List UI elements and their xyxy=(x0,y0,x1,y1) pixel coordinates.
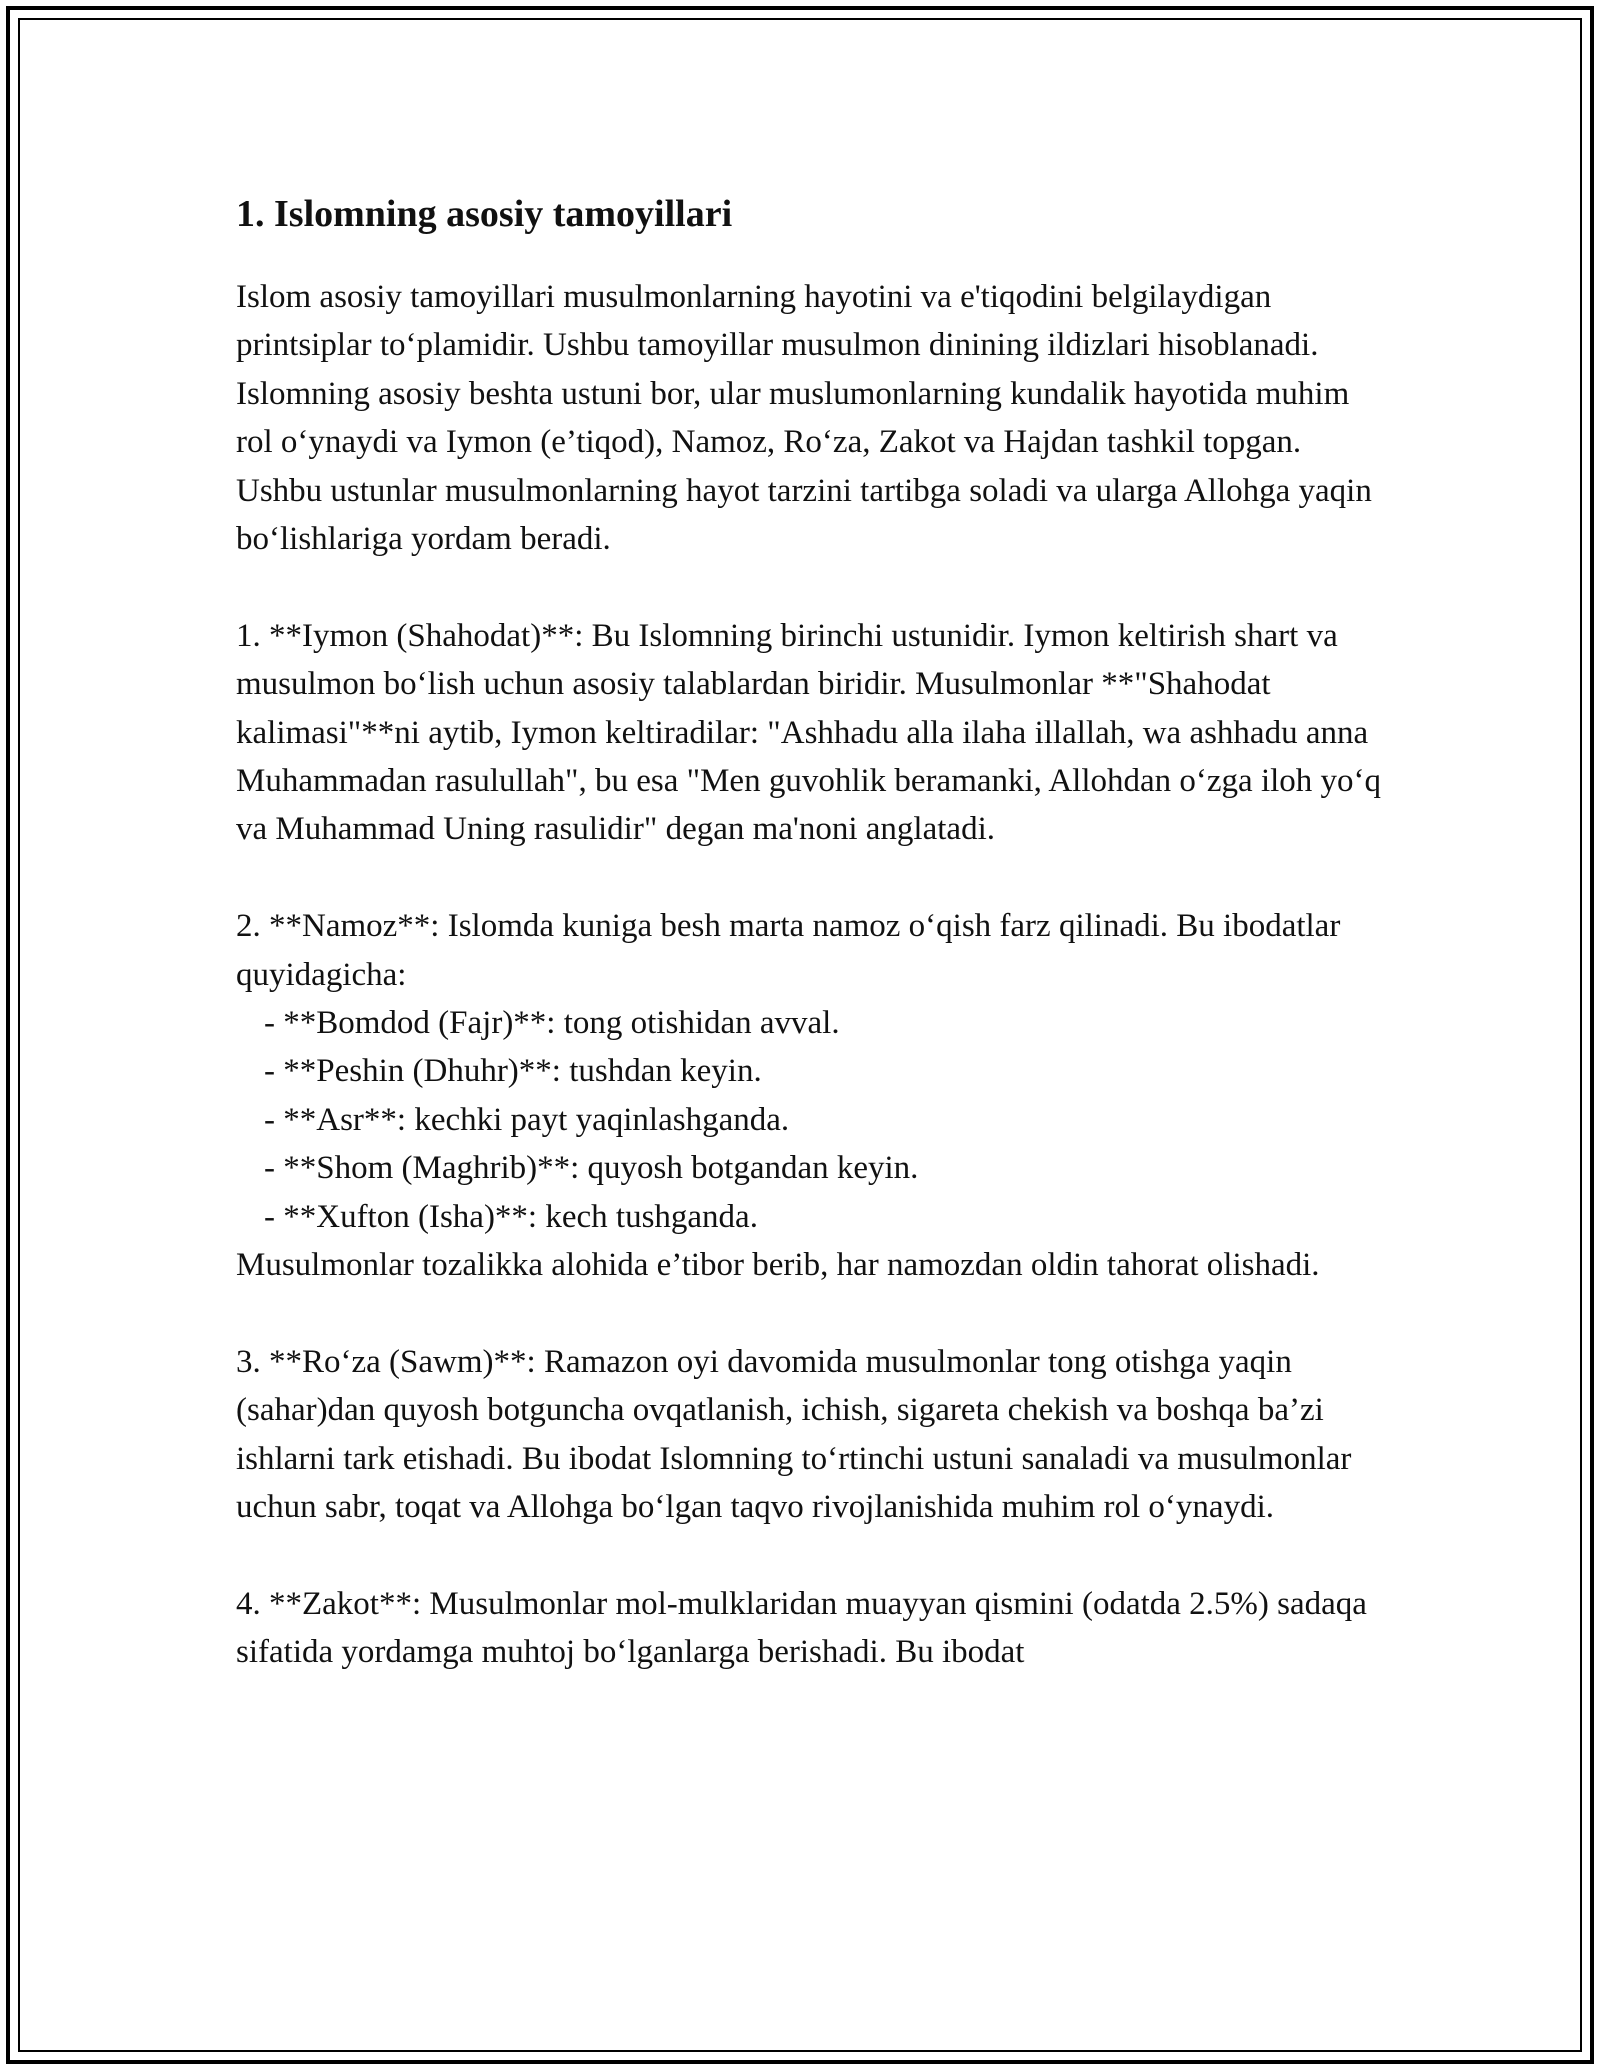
prayer-item-xufton: - **Xufton (Isha)**: kech tushganda. xyxy=(264,1198,758,1235)
document-body xyxy=(236,186,1386,1677)
paragraph-gap xyxy=(236,1532,1386,1580)
pillar-zakot-paragraph: 4. **Zakot**: Musulmonlar mol-mulklaridan muayyan qismini (odatda 2.5%) sadaqa sifatida yordamga muhtoj bo‘lganlarga berishadi. Bu ibodat xyxy=(236,1585,1367,1671)
paragraph-gap xyxy=(236,563,1386,611)
prayer-item-asr: - **Asr**: kechki payt yaqinlashganda. xyxy=(264,1101,790,1138)
pillar-roza-paragraph: 3. **Ro‘za (Sawm)**: Ramazon oyi davomida musulmonlar tong otishga yaqin (sahar)dan quyosh botguncha ovqatlanish, ichish, sigareta chekish va boshqa ba’zi ishlarni tark etishadi. Bu ibodat Islomning to‘rtinchi ustuni sanaladi va musulmonlar uchun sabr, toqat va Allohga bo‘lgan taqvo rivojlanishida muhim rol o‘ynaydi. xyxy=(236,1343,1352,1526)
prayer-item-bomdod: - **Bomdod (Fajr)**: tong otishidan avval. xyxy=(264,1005,840,1042)
intro-paragraph: Islom asosiy tamoyillari musulmonlarning hayotini va e'tiqodini belgilaydigan printsiplar to‘plamidir. Ushbu tamoyillar musulmon dinining ildizlari hisoblanadi. Islomning asosiy beshta ustuni bor, ular muslumonlarning kundalik hayotida muhim rol o‘ynaydi va Iymon (e’tiqod), Namoz, Ro‘za, Zakot va Hajdan tashkil topgan. Ushbu ustunlar musulmonlarning hayot tarzini tartibga soladi va ularga Allohga yaqin bo‘lishlariga yordam beradi. xyxy=(236,279,1372,558)
pillar-namoz-intro: 2. **Namoz**: Islomda kuniga besh marta namoz o‘qish farz qilinadi. Bu ibodatlar quyidagicha: xyxy=(236,908,1341,993)
prayer-item-shom: - **Shom (Maghrib)**: quyosh botgandan keyin. xyxy=(264,1150,919,1187)
section-heading: 1. Islomning asosiy tamoyillari xyxy=(236,193,733,235)
prayer-item-peshin: - **Peshin (Dhuhr)**: tushdan keyin. xyxy=(264,1053,762,1090)
paragraph-gap xyxy=(236,1290,1386,1338)
paragraph-gap xyxy=(236,854,1386,902)
pillar-iymon-paragraph: 1. **Iymon (Shahodat)**: Bu Islomning birinchi ustunidir. Iymon keltirish shart va musulmon bo‘lish uchun asosiy talablardan biridir. Musulmonlar **"Shahodat kalimasi"**ni aytib, Iymon keltiradilar: "Ashhadu alla ilaha illallah, wa ashhadu anna Muhammadan rasulullah", bu esa "Men guvohlik beramanki, Allohdan o‘zga iloh yo‘q va Muhammad Uning rasulidir" degan ma'noni anglatadi. xyxy=(236,617,1382,848)
pillar-namoz-outro: Musulmonlar tozalikka alohida e’tibor berib, har namozdan oldin tahorat olishadi. xyxy=(236,1247,1320,1284)
